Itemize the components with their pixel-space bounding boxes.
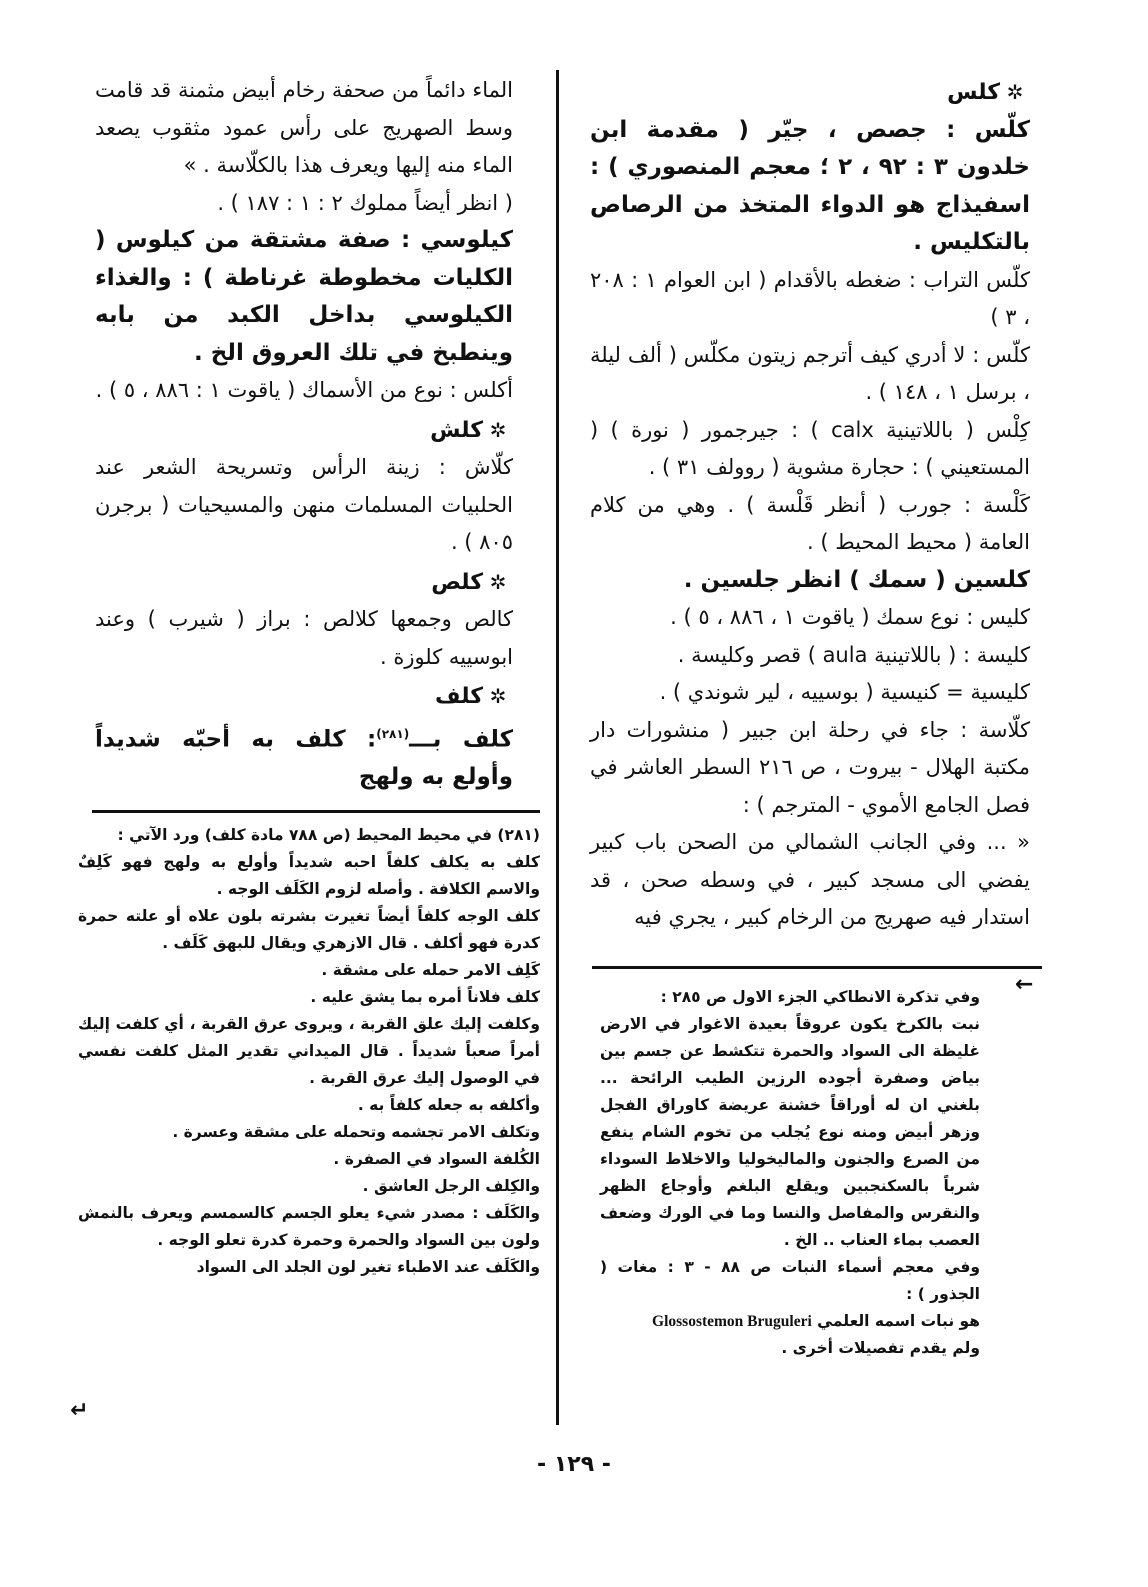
continuation-arrow-icon: ← — [1015, 972, 1034, 997]
footnote-line: ولم يقدم تفصيلات أخرى . — [781, 1339, 980, 1357]
bullet-icon: ✲ — [489, 569, 507, 594]
footnote-line: وأكلفه به جعله كلفاً به . — [357, 1096, 540, 1114]
entry-kallasa: كلّاسة : جاء في رحلة ابن جبير ( منشورات دار مكتبة الهلال - بيروت ، ص ٢١٦ السطر العاشر في فصل الجامع الأموي - المترجم ) : — [590, 717, 1030, 817]
footnote-line: كَلِف الامر حمله على مشقة . — [321, 961, 540, 979]
footnote-line: هو نبات اسمه العلمي Glossostemon Bruguleri — [652, 1312, 980, 1330]
footnote-line: كلف فلاناً أمره بما يشق عليه . — [310, 988, 540, 1006]
footnote-line: والكَلَف : مصدر شيء يعلو الجسم كالسمسم ويعرف بالنمش ولون بين السواد والحمرة وحمرة كدرة تعلو الوجه . — [78, 1204, 540, 1249]
page-number: - ١٢٩ - — [537, 1452, 611, 1477]
footnote-rule-right — [592, 966, 1042, 969]
footnote-line: (٢٨١) في محيط المحيط (ص ٧٨٨ مادة كلف) ورد الآتي : — [117, 826, 540, 844]
bullet-icon: ✲ — [489, 684, 507, 708]
right-column — [590, 72, 1030, 937]
footnote-continued — [600, 984, 980, 1362]
entry-kallas-zaytoon: كلّس : لا أدري كيف أترجم زيتون مكلّس ( ألف ليلة ، برسل ١ ، ١٤٨ ) . — [590, 342, 1030, 404]
section-heading-kls-sad: ✲كلص — [95, 564, 513, 602]
footnote-line: وكلفت إليك علق القربة ، ويروى عرق القربة ، أي كلفت إليك أمراً صعباً شديداً . قال الميداني تقدير المثل كلفت نفسي في الوصول إليك عرق القربة . — [78, 1015, 540, 1087]
entry-kallas: كلّس : جصص ، جيّر ( مقدمة ابن خلدون ٣ : ٩٢ ، ٢ ؛ معجم المنصوري ) : اسفيذاج هو الدواء المتخذ من الرصاص بالتكليس . — [590, 116, 1031, 255]
entry-kalsin: كلسين ( سمك ) انظر جلسين . — [683, 566, 1030, 593]
column-divider — [556, 70, 559, 1425]
entry-kallas-turab: كلّس التراب : ضغطه بالأقدام ( ابن العوام ١ : ٢٠٨ ، ٣ ) — [590, 267, 1030, 329]
entry-kalaf: كلف بـــ$^{(٢٨١)}$: كلف به أحبّه شديداً وأولع به ولهج — [95, 726, 513, 790]
entry-kils: كِلْس ( باللاتينية calx ) : جيرجمور ( نورة ) ( المستعيني ) : حجارة مشوية ( روولف ٣١ ) . — [590, 417, 1030, 479]
section-heading-kls: ✲كلس — [590, 74, 1030, 112]
section-heading-klsh: ✲كلش — [95, 412, 513, 450]
entry-kalisa: كليسة : ( باللاتينية aula ) قصر وكليسة . — [677, 642, 1030, 667]
footnote-line: وتكلف الامر تجشمه وتحمله على مشقة وعسرة . — [172, 1123, 540, 1141]
scientific-name: Glossostemon Bruguleri — [652, 1313, 812, 1330]
entry-aklas: أكلس : نوع من الأسماك ( ياقوت ١ : ٨٨٦ ، ٥ ) . — [95, 378, 513, 402]
footnote-line: نبت بالكرخ يكون عروقاً بعيدة الاغوار في الارض غليظة الى السواد والحمرة تتكشط عن جسم بين بياض وصفرة أجوده الرزين الطيب الرائحة ... بلغني ان له أوراقاً خشنة عريضة كاوراق الفجل وزهر أبيض ومنه نوع يُجلب من تخوم الشام ينفع من الصرع والجنون والماليخوليا والاخلاط السوداء شرباً بالسكنجبين ويقلع البلغم وأوجاع الظهر والنقرس والمفاصل والنسا وما في الورك وضعف العصب بماء العناب .. الخ . — [600, 1015, 980, 1249]
footnote-line: والكِلف الرجل العاشق . — [362, 1177, 540, 1195]
entry-kalsa: كَلْسة : جورب ( أنظر قَلْسة ) . وهي من كلام العامة ( محيط المحيط ) . — [590, 492, 1030, 554]
footnote-line: كلف به يكلف كلفاً احبه شديداً وأولع به ولهج فهو كَلِفٌ والاسم الكلافة . وأصله لزوم الكَلَف الوجه . — [78, 853, 540, 898]
quote-continued: الماء دائماً من صحفة رخام أبيض مثمنة قد قامت وسط الصهريج على رأس عمود مثقوب يصعد الماء منه إليها ويعرف هذا بالكلّاسة . » — [95, 78, 513, 177]
entry-kalis: كليس : نوع سمك ( ياقوت ١ ، ٨٨٦ ، ٥ ) . — [670, 605, 1030, 629]
footnote-line: كلف الوجه كلفاً أيضاً تغيرت بشرته بلون علاه أو علته حمرة كدرة فهو أكلف . قال الازهري ويقال للبهق كَلَف . — [78, 907, 540, 952]
footnote-rule-left — [92, 810, 540, 813]
footnote-line: الكُلفة السواد في الصفرة . — [333, 1150, 540, 1168]
bullet-icon: ✲ — [1006, 80, 1024, 104]
footnote-line: وفي معجم أسماء النبات ص ٨٨ - ٣ : مغات ( الجذور ) : — [600, 1258, 980, 1303]
left-column — [95, 72, 513, 796]
continuation-arrow-icon: ↵ — [70, 1398, 89, 1423]
footnote-line: والكَلَف عند الاطباء تغير لون الجلد الى السواد — [196, 1258, 540, 1276]
entry-kilusi: كيلوسي : صفة مشتقة من كيلوس ( الكليات مخطوطة غرناطة ) : والغذاء الكيلوسي بداخل الكبد من بابه وينطبخ في تلك العروق الخ . — [95, 227, 513, 366]
entry-kalis-sad: كالص وجمعها كلالص : براز ( شيرب ) وعند ابوسييه كلوزة . — [95, 607, 513, 669]
entry-kalisiya: كليسية = كنيسية ( بوسييه ، لير شوندي ) . — [659, 680, 1030, 704]
footnote-ref[interactable]: (٢٨١) — [376, 726, 410, 741]
footnote-281 — [78, 822, 540, 1281]
bullet-icon: ✲ — [489, 417, 507, 442]
quote-ibn-jubayr: « ... وفي الجانب الشمالي من الصحن باب كبير يفضي الى مسجد كبير ، في وسطه صحن ، قد استدار فيه صهريج من الرخام كبير ، يجري فيه — [590, 830, 1030, 929]
footnote-line: وفي تذكرة الانطاكي الجزء الاول ص ٢٨٥ : — [660, 988, 980, 1006]
entry-kallash: كلّاش : زينة الرأس وتسريحة الشعر عند الحلبيات المسلمات منهن والمسيحيات ( برجرن ٨٠٥ ) . — [95, 455, 513, 554]
reference-mamluk: ( انظر أيضاً مملوك ٢ : ١ : ١٨٧ ) . — [217, 190, 513, 215]
section-heading-klf: ✲كلف — [95, 678, 513, 716]
